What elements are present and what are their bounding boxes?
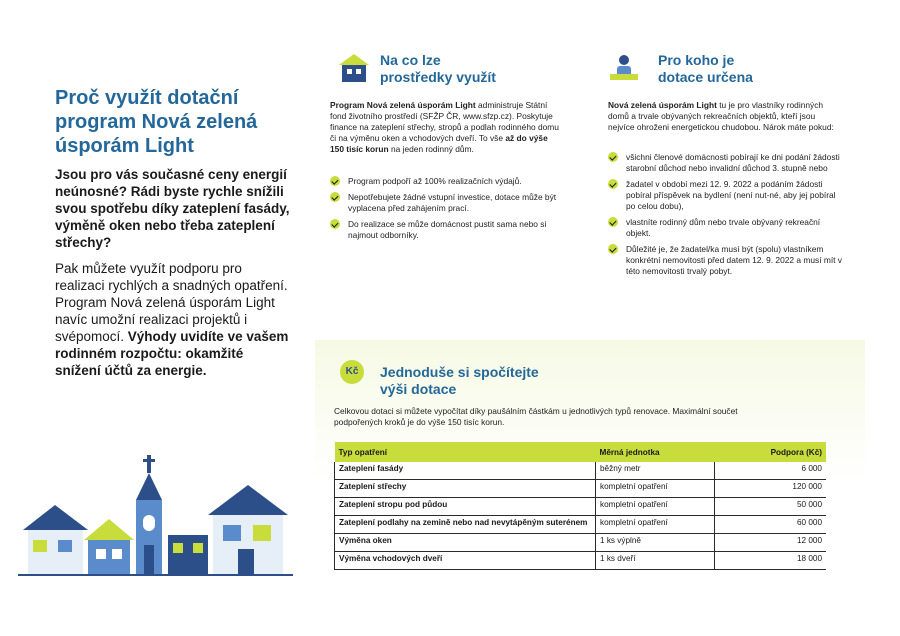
pro-koho-title-1: Pro koho je: [658, 52, 735, 68]
check-icon: [330, 219, 340, 229]
pro-koho-list: [608, 152, 844, 282]
pro-koho-intro: [608, 100, 840, 133]
table-row: [335, 462, 827, 480]
program-name: Program Nová zelená úsporám Light: [330, 100, 476, 110]
na-co-intro-end: na jeden rodinný dům.: [388, 144, 474, 154]
calc-title-1: Jednoduše si spočítejte: [380, 364, 539, 380]
check-icon: [608, 244, 618, 254]
page-title: Proč využít dotační program Nová zelená úsporám Light: [55, 87, 258, 157]
village-illustration: [18, 445, 293, 585]
na-co-title-1: Na co lze: [380, 52, 441, 68]
list-item: Program podpoří až 100% realizačních výdajů.: [330, 176, 560, 187]
cell-type: Zateplení podlahy na zemině nebo nad nevytápěným suterénem: [335, 516, 596, 534]
col-header-type: Typ opatření: [335, 442, 596, 462]
list-item: vlastníte rodinný dům nebo trvale obývaný rekreační objekt.: [608, 217, 844, 239]
lead-text: Jsou pro vás současné ceny energií neúnosné? Rádi byste rychle snížili svou spotřebu díky zateplení fasády, výměně oken nebo třeba zateplení střechy?: [55, 167, 290, 250]
check-icon: [330, 176, 340, 186]
cell-unit: kompletní opatření: [596, 516, 715, 534]
list-item: Do realizace se může domácnost pustit sama nebo si najmout odborníky.: [330, 219, 560, 241]
check-icon: [608, 152, 618, 162]
check-icon: [330, 192, 340, 202]
col-header-support: Podpora (Kč): [715, 442, 827, 462]
na-co-list: [330, 176, 560, 246]
body-highlight: Výhody uvidíte ve vašem rodinném rozpočtu: okamžité snížení účtů za energie.: [55, 329, 289, 378]
na-co-intro-text: administruje Státní fond životního prostředí (SFŽP ČR, www.sfzp.cz). Poskytuje finance na zateplení střechy, stropů a podlah rodinného domu či na výměnu oken a vchodových dveří. To vše: [330, 100, 559, 143]
pro-koho-heading: [658, 52, 753, 86]
body-text: [55, 260, 290, 379]
list-item: všichni členové domácnosti pobírají ke dni podání žádosti starobní důchod nebo invalidní důchod 3. stupně nebo: [608, 152, 844, 174]
check-icon: [608, 217, 618, 227]
na-co-intro: [330, 100, 562, 155]
calc-heading: [380, 364, 539, 398]
pro-koho-intro-text: tu je pro vlastníky rodinných domů a trvale obývaných rekreačních objektů, kteří jsou nejvíce ohroženi energetickou chudobou. Nárok máte pokud:: [608, 100, 834, 132]
list-item: žadatel v období mezi 12. 9. 2022 a podáním žádosti pobíral příspěvek na bydlení (není nut-né, aby jej pobíral po celou dobu),: [608, 179, 844, 212]
list-item: Nepotřebujete žádné vstupní investice, dotace může být vyplacena před zahájením prací.: [330, 192, 560, 214]
table-row: [335, 516, 827, 534]
program-name: Nová zelená úsporám Light: [608, 100, 717, 110]
church-icon: [136, 455, 162, 575]
body-paragraph: Pak můžete využít podporu pro realizaci rychlých a snadných opatření. Program Nová zelená úsporám Light navíc umožní realizaci projektů i svépomocí.: [55, 261, 288, 344]
na-co-heading: [380, 52, 496, 86]
calc-title-2: výši dotace: [380, 381, 457, 397]
house-icon: [338, 52, 370, 84]
cell-type: Výměna oken: [335, 534, 596, 552]
table-row: [335, 480, 827, 498]
people-icon: [608, 52, 640, 84]
cell-unit: 1 ks dveří: [596, 552, 715, 570]
cell-type: Zateplení stropu pod půdou: [335, 498, 596, 516]
subsidy-table: [334, 442, 826, 570]
cell-unit: kompletní opatření: [596, 480, 715, 498]
table-row: [335, 552, 827, 570]
cell-type: Zateplení fasády: [335, 462, 596, 480]
coin-icon: Kč: [340, 360, 364, 384]
list-item: Důležité je, že žadatel/ka musí být (spolu) vlastníkem konkrétní nemovitosti před datem 12. 9. 2022 a musí mít v této nemovitosti trvalý pobyt.: [608, 244, 844, 277]
cell-support: 50 000: [715, 498, 827, 516]
cell-support: 18 000: [715, 552, 827, 570]
table-header-row: [335, 442, 827, 462]
na-co-title-2: prostředky využít: [380, 69, 496, 85]
max-amount: až do výše 150 tisíc korun: [330, 133, 548, 154]
col-header-unit: Měrná jednotka: [596, 442, 715, 462]
cell-type: Zateplení střechy: [335, 480, 596, 498]
table-row: [335, 534, 827, 552]
check-icon: [608, 179, 618, 189]
table-row: [335, 498, 827, 516]
cell-support: 60 000: [715, 516, 827, 534]
cell-unit: kompletní opatření: [596, 498, 715, 516]
calc-intro: Celkovou dotaci si můžete vypočítat díky paušálním částkám u jednotlivých typů renovace. Maximální součet podpořených kroků je do výše 150 tisíc korun.: [334, 406, 738, 427]
pro-koho-title-2: dotace určena: [658, 69, 753, 85]
cell-unit: 1 ks výplně: [596, 534, 715, 552]
cell-support: 12 000: [715, 534, 827, 552]
cell-support: 120 000: [715, 480, 827, 498]
cell-type: Výměna vchodových dveří: [335, 552, 596, 570]
cell-unit: běžný metr: [596, 462, 715, 480]
cell-support: 6 000: [715, 462, 827, 480]
